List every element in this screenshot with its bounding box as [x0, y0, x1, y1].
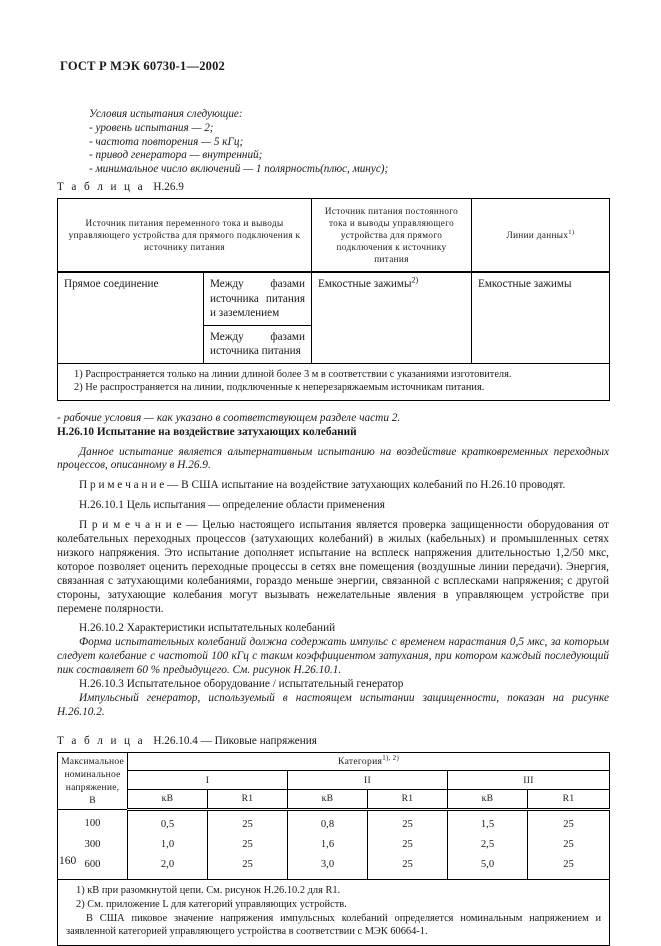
header-data-lines: Линии данных$^{1)}$: [472, 199, 610, 273]
body-h26103: Импульсный генератор, используемый в настоящем испытании защищенности, показан на рисунке Н.26.10.2.: [57, 692, 609, 718]
header-category-iii: III: [448, 771, 610, 790]
header-category-ii: II: [288, 771, 448, 790]
cell-i-kv: 0,5: [128, 809, 208, 835]
cell-voltage: 300: [58, 835, 128, 855]
test-condition-item: - привод генератора — внутренний;: [89, 149, 263, 162]
footnote-1: 1) кВ при разомкнутой цепи. См. рисунок Н.26.10.2 для R1.: [76, 885, 341, 897]
table-notes-row: [58, 363, 610, 400]
table-h26104-caption: [57, 735, 609, 747]
test-conditions-block: [89, 108, 569, 177]
table-header-row: [58, 199, 610, 273]
header-iii-kv: кВ: [448, 790, 528, 810]
table-row: [58, 272, 610, 325]
cell-ii-r1: 25: [368, 835, 448, 855]
table-header-row: [58, 752, 610, 771]
table-caption-number: Н.26.9: [153, 181, 184, 193]
header-i-r1: R1: [208, 790, 288, 810]
heading-h26103: Н.26.10.3 Испытательное оборудование / испытательный генератор: [79, 678, 404, 691]
test-condition-item: - минимальное число включений — 1 полярность(плюс, минус);: [89, 163, 389, 176]
footnote-marker: 1): [568, 228, 575, 236]
footnote-marker: 2): [411, 275, 419, 285]
header-iii-r1: R1: [528, 790, 610, 810]
cell-iii-kv: 2,5: [448, 835, 528, 855]
table-h26104-notes: [58, 880, 610, 945]
table-h26104: [57, 752, 610, 946]
cell-voltage: 100: [58, 809, 128, 835]
cell-i-kv: 1,0: [128, 835, 208, 855]
table-caption-label: Т а б л и ц а: [57, 734, 145, 747]
document-header: ГОСТ Р МЭК 60730-1—2002: [60, 59, 225, 73]
footnote-marker: 1), 2): [382, 754, 400, 762]
header-line: Максимальное: [61, 755, 124, 767]
cell-ii-kv: 0,8: [288, 809, 368, 835]
table-caption-label: Т а б л и ц а: [57, 181, 145, 193]
table-header-row: [58, 790, 610, 810]
cell-ii-r1: 25: [368, 855, 448, 880]
table-row: [58, 809, 610, 835]
footnote-2: 2) См. приложение L для категорий управляющих устройств.: [76, 899, 347, 911]
main-content: [57, 181, 609, 946]
note-paragraph: В США пиковое значение напряжения импульсных колебаний определяется номинальным напряжением и заявленной категорией управляющего устройства в соответствии с МЭК 60664-1.: [66, 912, 602, 938]
cell-i-r1: 25: [208, 809, 288, 835]
cell-capacitive-clamps-data: Емкостные зажимы: [472, 272, 610, 363]
test-condition-item: - уровень испытания — 2;: [89, 121, 214, 134]
table-row: [58, 835, 610, 855]
cell-between-phases-and-ground: Между фазами источника питания и заземлением: [204, 272, 312, 325]
header-ii-kv: кВ: [288, 790, 368, 810]
cell-iii-kv: 5,0: [448, 855, 528, 880]
table-header-row: [58, 771, 610, 790]
header-max-rated-voltage: [58, 752, 128, 809]
cell-capacitive-clamps-dc: Емкостные зажимы$^{2)}$: [312, 272, 472, 363]
footnote-2: 2) Не распространяется на линии, подключенные к неперезаряжаемым источникам питания.: [74, 382, 485, 394]
operating-conditions-line: - рабочие условия — как указано в соответствующем разделе части 2.: [57, 411, 401, 424]
cell-voltage: 600: [58, 855, 128, 880]
note-usa-damped: П р и м е ч а н и е — В США испытание на воздействие затухающих колебаний по Н.26.10 проводят.: [79, 479, 566, 492]
cell-iii-r1: 25: [528, 855, 610, 880]
table-h269-notes: [58, 363, 610, 400]
cell-iii-r1: 25: [528, 835, 610, 855]
cell-iii-kv: 1,5: [448, 809, 528, 835]
header-category-group: Категория$^{1), 2)}$: [128, 752, 610, 771]
header-i-kv: кВ: [128, 790, 208, 810]
body-h26102: Форма испытательных колебаний должна содержать импульс с временем нарастания 0,5 мкс, за которым следует колебание с частотой 100 кГц с таким коэффициентом затухания, при котором каждый последующий пик составляет 60 % предыдущего. См. рисунок Н.26.10.1.: [57, 636, 609, 677]
section-heading-h2610: Н.26.10 Испытание на воздействие затухающих колебаний: [57, 425, 357, 438]
cell-i-r1: 25: [208, 855, 288, 880]
cell-i-r1: 25: [208, 835, 288, 855]
header-ii-r1: R1: [368, 790, 448, 810]
heading-h26102: Н.26.10.2 Характеристики испытательных колебаний: [79, 622, 336, 635]
test-condition-item: - частота повторения — 5 кГц;: [89, 135, 244, 148]
note-purpose: П р и м е ч а н и е — Целью настоящего испытания является проверка защищенности оборудования от колебательных переходных процессов (затухающих колебаний) в жилых (кабельных) и промышленных сетях низкого напряжения. Это испытание дополняет испытание на всплеск напряжения длительностью 1,2/50 мкс, которое позволяет оценить переходные процессы в сетях вне помещения (воздушные линии передачи). Энергия, связанная с затухающими колебаниями, гораздо меньше энергии, связанной с всплесками напряжения; с другой стороны, затухающие колебания могут вызывать нежелательные явления в управляющем устройстве при перемене полярности.: [57, 519, 609, 615]
header-line: напряжение,: [65, 781, 120, 793]
cell-iii-r1: 25: [528, 809, 610, 835]
cell-ii-r1: 25: [368, 809, 448, 835]
header-line: номинальное: [64, 768, 121, 780]
footnote-1: 1) Распространяется только на линии длиной более 3 м в соответствии с указаниями изготовителя.: [74, 368, 512, 380]
cell-between-phases: Между фазами источника питания: [204, 325, 312, 363]
header-category-i: I: [128, 771, 288, 790]
header-line: В: [89, 794, 96, 806]
header-dc-supply: Источник питания постоянного тока и выводы управляющего устройства для прямого подключения к источнику питания: [312, 199, 472, 273]
cell-direct-connection: Прямое соединение: [58, 272, 204, 363]
test-conditions-lead: Условия испытания следующие:: [89, 108, 243, 120]
table-caption-number: Н.26.10.4 — Пиковые напряжения: [153, 734, 317, 747]
paragraph-intro: Данное испытание является альтернативным испытанию на воздействие кратковременных переходных процессов, описанному в Н.26.9.: [57, 445, 609, 472]
page-number: 160: [59, 855, 77, 867]
header-ac-supply: Источник питания переменного тока и выводы управляющего устройства для прямого подключения к источнику питания: [58, 199, 312, 273]
cell-ii-kv: 1,6: [288, 835, 368, 855]
table-h269-caption: [57, 181, 609, 193]
cell-ii-kv: 3,0: [288, 855, 368, 880]
table-notes-row: [58, 880, 610, 945]
table-h269: [57, 198, 610, 401]
table-row: [58, 855, 610, 880]
cell-i-kv: 2,0: [128, 855, 208, 880]
heading-h26101: Н.26.10.1 Цель испытания — определение области применения: [79, 499, 385, 512]
